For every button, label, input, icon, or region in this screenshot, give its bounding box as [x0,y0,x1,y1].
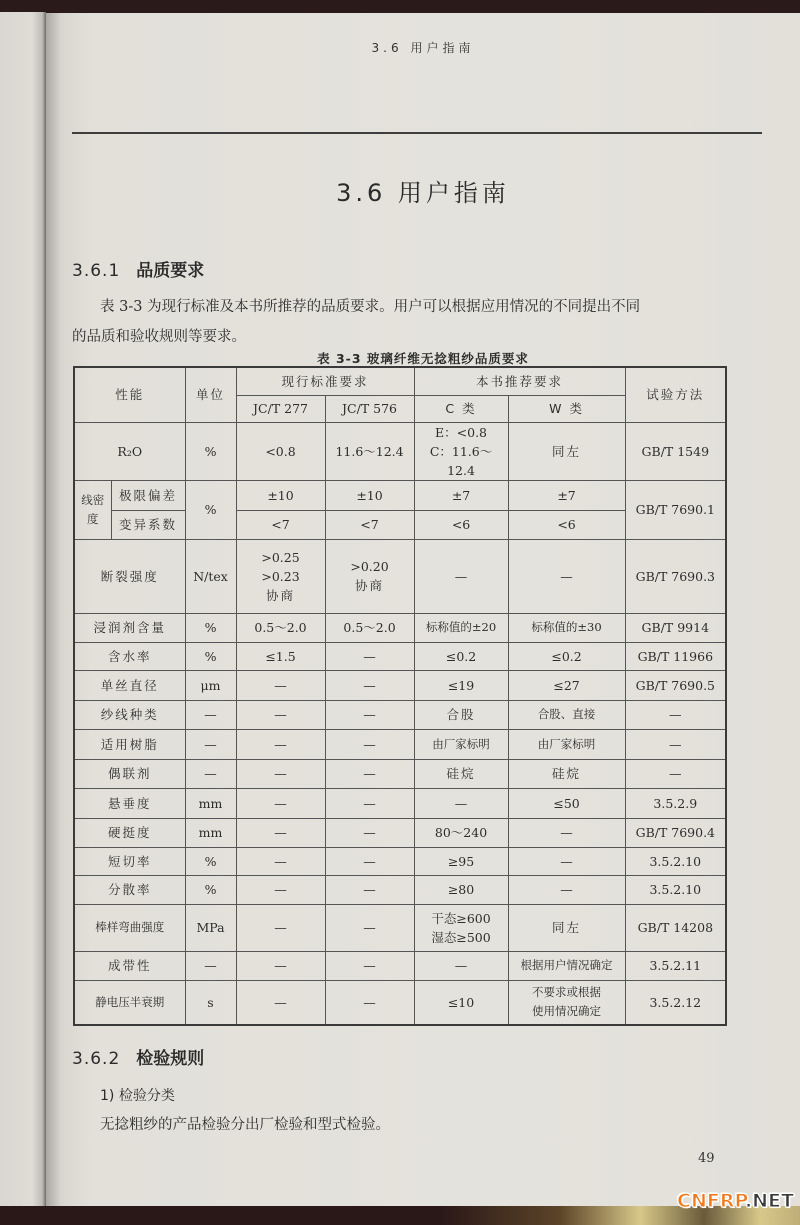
cell-property: 断裂强度 [74,539,185,613]
cell-property: 分散率 [74,875,185,904]
cell-property: 单丝直径 [74,670,185,700]
cell-w-class: ≤27 [508,670,625,700]
cell-test-method: GB/T 7690.5 [625,670,726,700]
cell-w-class: 由厂家标明 [508,729,625,759]
subsection-heading-inspection [72,1044,204,1069]
cell-jct277: >0.25 >0.23 协商 [236,539,325,613]
table-row [74,422,726,480]
running-head: 3.6 用户指南 [371,41,475,55]
subsection-heading-quality [72,256,204,281]
cell-w-class: 标称值的±30 [508,613,625,642]
facing-page-edge [0,12,46,1207]
cell-c-class: ≥80 [414,875,508,904]
cell-jct576: 0.5～2.0 [325,613,414,642]
cell-jct277: ±10 [236,480,325,510]
cell-c-class: <6 [414,510,508,539]
cell-unit: % [185,847,236,875]
cell-test-method: GB/T 9914 [625,613,726,642]
cell-w-class: ≤50 [508,788,625,818]
cell-test-method: GB/T 1549 [625,422,726,480]
cell-jct576: — [325,642,414,670]
cell-jct576: — [325,875,414,904]
cell-test-method: 3.5.2.10 [625,875,726,904]
cell-jct277: — [236,759,325,788]
header-test-method: 试验方法 [625,367,726,422]
cell-jct277: — [236,847,325,875]
cell-w-class: — [508,875,625,904]
cell-jct576: — [325,818,414,847]
cell-unit: mm [185,788,236,818]
section-title: 3.6 用户指南 [336,179,510,207]
cell-unit: — [185,729,236,759]
cell-jct576: — [325,980,414,1025]
header-row-1 [74,367,726,395]
cell-property: 含水率 [74,642,185,670]
cell-w-class: ≤0.2 [508,642,625,670]
header-unit: 单位 [185,367,236,422]
cell-c-class: ≤10 [414,980,508,1025]
cell-property: 适用树脂 [74,729,185,759]
cell-unit: N/tex [185,539,236,613]
table-row [74,729,726,759]
cell-c-class: ≤19 [414,670,508,700]
table-row [74,788,726,818]
cell-w-class: — [508,539,625,613]
cell-jct277: — [236,951,325,980]
inspection-paragraph: 无捻粗纱的产品检验分出厂检验和型式检验。 [100,1117,390,1133]
cell-jct576: <7 [325,510,414,539]
cell-w-class: — [508,847,625,875]
cell-unit: μm [185,670,236,700]
cell-property: 纱线种类 [74,700,185,729]
book-page [46,13,800,1208]
cell-c-class: 硅烷 [414,759,508,788]
table-row [74,539,726,613]
cell-test-method: 3.5.2.12 [625,980,726,1025]
cell-w-class: <6 [508,510,625,539]
cell-property: 硬挺度 [74,818,185,847]
cell-jct277: 0.5～2.0 [236,613,325,642]
cell-jct576: — [325,788,414,818]
cell-unit: — [185,700,236,729]
site-watermark-logo: CNFRP.NET [677,1190,794,1212]
table-row [74,670,726,700]
cell-w-class: 合股、直接 [508,700,625,729]
cell-w-class: 硅烷 [508,759,625,788]
cell-c-class: — [414,951,508,980]
cell-c-class: ≤0.2 [414,642,508,670]
cell-jct277: — [236,670,325,700]
cell-property: 悬垂度 [74,788,185,818]
cell-test-method: — [625,700,726,729]
cell-w-class: 同左 [508,422,625,480]
cell-jct277: — [236,818,325,847]
cell-test-method: GB/T 14208 [625,904,726,951]
cell-jct576: — [325,670,414,700]
subsection-number: 3.6.1 [72,261,121,281]
table-row [74,904,726,951]
cell-unit: — [185,951,236,980]
cell-c-class: — [414,539,508,613]
cell-c-class: 标称值的±20 [414,613,508,642]
cell-jct277: — [236,729,325,759]
cell-test-method: — [625,759,726,788]
cell-jct576: — [325,729,414,759]
cell-unit: % [185,642,236,670]
cell-w-class: ±7 [508,480,625,510]
cell-c-class: 80～240 [414,818,508,847]
cell-test-method: — [625,729,726,759]
table-row [74,642,726,670]
table-caption: 表 3-3 玻璃纤维无捻粗纱品质要求 [317,351,529,366]
cell-jct576: — [325,847,414,875]
cell-property: R₂O [74,422,185,480]
table-row [74,847,726,875]
header-rule [72,132,762,134]
cell-jct576: 11.6～12.4 [325,422,414,480]
cell-c-class: 由厂家标明 [414,729,508,759]
cell-test-method: GB/T 11966 [625,642,726,670]
cell-jct576: ±10 [325,480,414,510]
cell-test-method: 3.5.2.9 [625,788,726,818]
cell-property: 棒样弯曲强度 [74,904,185,951]
cell-property: 浸润剂含量 [74,613,185,642]
cell-w-class: 同左 [508,904,625,951]
table-row [74,818,726,847]
cell-unit: MPa [185,904,236,951]
table-row [74,759,726,788]
cell-property: 变异系数 [111,510,185,539]
cell-property: 极限偏差 [111,480,185,510]
cell-w-class: — [508,818,625,847]
intro-line-2: 的品质和验收规则等要求。 [72,329,246,345]
table-row [74,951,726,980]
cell-c-class: ±7 [414,480,508,510]
table-row [74,613,726,642]
cell-w-class: 不要求或根据 使用情况确定 [508,980,625,1025]
table-row [74,700,726,729]
cell-test-method: GB/T 7690.4 [625,818,726,847]
subsection-number: 3.6.2 [72,1049,121,1069]
table-row [74,875,726,904]
header-current-standard: 现行标准要求 [236,367,414,395]
page-number: 49 [698,1151,715,1166]
cell-test-method: GB/T 7690.3 [625,539,726,613]
cell-jct277: — [236,700,325,729]
header-c-class: C 类 [414,395,508,422]
cell-c-class: 合股 [414,700,508,729]
cell-c-class: 干态≥600 湿态≥500 [414,904,508,951]
cell-unit: % [185,422,236,480]
cell-jct277: — [236,788,325,818]
cell-property: 偶联剂 [74,759,185,788]
cell-jct576: — [325,951,414,980]
intro-paragraph [72,292,752,352]
quality-requirements-table [73,366,727,1026]
cell-jct277: <0.8 [236,422,325,480]
cell-c-class: E：<0.8 C：11.6～12.4 [414,422,508,480]
header-recommended: 本书推荐要求 [414,367,625,395]
table-row [74,480,726,510]
header-w-class: W 类 [508,395,625,422]
cell-jct277: <7 [236,510,325,539]
header-jct576: JC/T 576 [325,395,414,422]
cell-test-method: GB/T 7690.1 [625,480,726,539]
cell-property: 成带性 [74,951,185,980]
cell-jct576: — [325,759,414,788]
subsection-title: 检验规则 [136,1049,205,1069]
cell-test-method: 3.5.2.11 [625,951,726,980]
header-property: 性能 [74,367,185,422]
cell-jct277: — [236,875,325,904]
intro-line-1: 表 3-3 为现行标准及本书所推荐的品质要求。用户可以根据应用情况的不同提出不同 [100,299,641,315]
cell-unit: % [185,480,236,539]
cell-c-class: — [414,788,508,818]
cell-jct277: — [236,980,325,1025]
cell-w-class: 根据用户情况确定 [508,951,625,980]
cell-unit: % [185,875,236,904]
subsection-title: 品质要求 [136,261,205,281]
cell-group-linear-density: 线密度 [74,480,111,539]
table-row [74,980,726,1025]
cell-jct576: — [325,904,414,951]
header-jct277: JC/T 277 [236,395,325,422]
cell-test-method: 3.5.2.10 [625,847,726,875]
cell-property: 短切率 [74,847,185,875]
list-item-inspection-classification: 1) 检验分类 [100,1088,175,1104]
cell-c-class: ≥95 [414,847,508,875]
cell-jct576: — [325,700,414,729]
cell-unit: s [185,980,236,1025]
cell-unit: % [185,613,236,642]
cell-property: 静电压半衰期 [74,980,185,1025]
cell-unit: mm [185,818,236,847]
cell-unit: — [185,759,236,788]
cell-jct576: >0.20 协商 [325,539,414,613]
cell-jct277: ≤1.5 [236,642,325,670]
cell-jct277: — [236,904,325,951]
